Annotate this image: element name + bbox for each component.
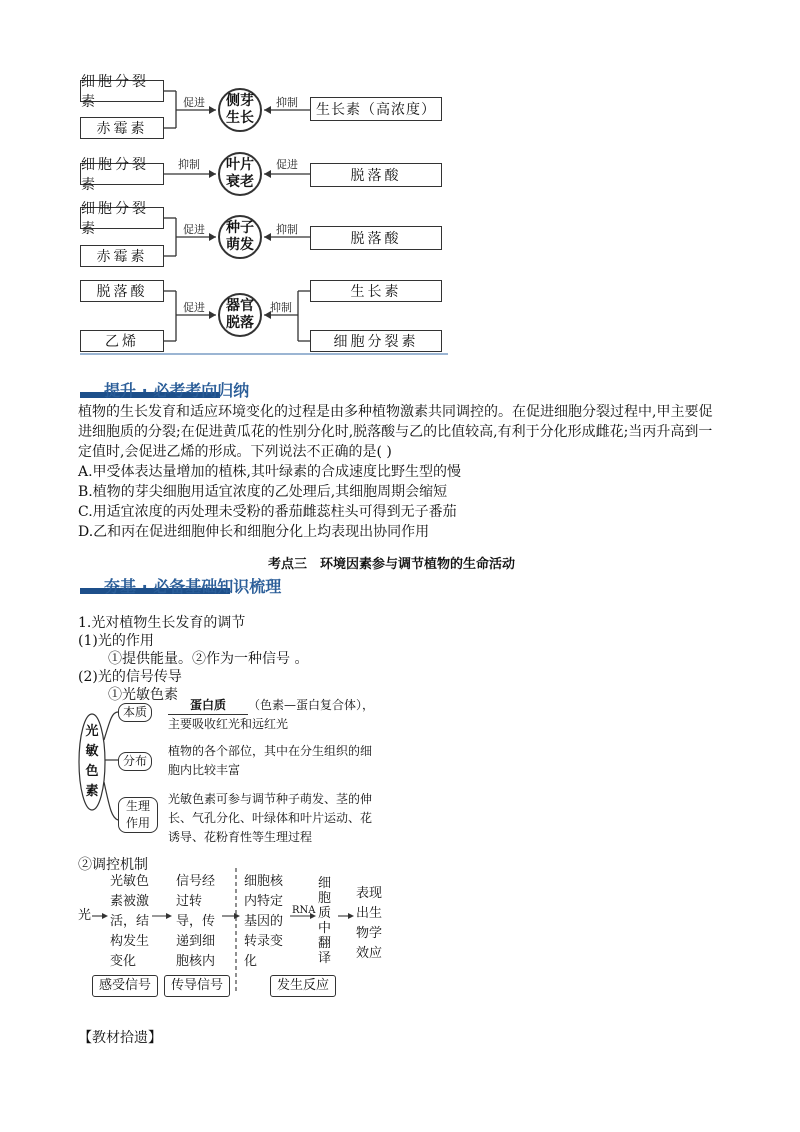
- signal-box: 感受信号: [92, 975, 158, 997]
- mechanism-step: 光敏色素被激活，结构发生变化: [110, 874, 150, 969]
- phytochrome-label: 分布: [118, 752, 152, 771]
- mechanism-title: ②调控机制: [78, 857, 148, 873]
- text-line: ①光敏色素: [108, 687, 178, 703]
- effect-label: 抑制: [178, 158, 200, 171]
- mechanism-step: 细胞质中翻译: [318, 876, 332, 966]
- phytochrome-text: 光敏色素可参与调节种子萌发、茎的伸: [168, 792, 373, 806]
- text-line: ①提供能量。②作为一种信号 。: [108, 651, 309, 667]
- hormone-box: 生长素: [310, 280, 442, 302]
- hormone-box: 生长素（高浓度）: [310, 97, 442, 121]
- phytochrome-label: 本质: [118, 703, 152, 722]
- hormone-box: 细胞分裂素: [80, 207, 164, 229]
- process-node: 叶片衰老: [218, 152, 262, 196]
- phytochrome-label: 生理作用: [118, 797, 158, 833]
- phytochrome-text: 主要吸收红光和远红光: [168, 717, 289, 731]
- effect-label: 促进: [183, 301, 205, 314]
- hormone-box: 赤霉素: [80, 245, 164, 267]
- signal-box: 传导信号: [164, 975, 230, 997]
- process-node: 器官脱落: [218, 293, 262, 337]
- section-heading: 考点三 环境因素参与调节植物的生命活动: [268, 557, 516, 572]
- phytochrome-text: 诱导、花粉育性等生理过程: [168, 830, 313, 844]
- hormone-box: 脱落酸: [80, 280, 164, 302]
- question-line: 进细胞质的分裂;在促进黄瓜花的性别分化时,脱落酸与乙的比值较高,有利于分化形成雌花;当丙升高到一: [78, 424, 713, 440]
- mechanism-step: 信号经过转导，传递到细胞核内: [176, 874, 216, 969]
- phytochrome-text-a: （色素—蛋白复合体），: [248, 698, 375, 712]
- option-d: D.乙和丙在促进细胞伸长和细胞分化上均表现出协同作用: [78, 524, 430, 540]
- option-b: B.植物的芽尖细胞用适宜浓度的乙处理后,其细胞周期会缩短: [78, 484, 448, 500]
- question-line: 植物的生长发育和适应环境变化的过程是由多种植物激素共同调控的。在促进细胞分裂过程中,甲主要促: [78, 404, 713, 420]
- question-line: 定值时,会促进乙烯的形成。下列说法不正确的是( ): [78, 444, 392, 460]
- option-a: A.甲受体表达量增加的植株,其叶绿素的合成速度比野生型的慢: [78, 464, 462, 480]
- mechanism-arrow-label: RNA: [292, 905, 316, 916]
- footer-note: 【教材拾遗】: [78, 1030, 162, 1046]
- hormone-box: 细胞分裂素: [310, 330, 442, 352]
- text-line: (2)光的信号传导: [78, 669, 182, 685]
- effect-label: 抑制: [276, 96, 298, 109]
- effect-label: 促进: [276, 158, 298, 171]
- hormone-box: 脱落酸: [310, 163, 442, 187]
- hormone-box: 脱落酸: [310, 226, 442, 250]
- underlined-answer: 蛋白质: [168, 697, 248, 715]
- phytochrome-text: 植物的各个部位，其中在分生组织的细: [168, 744, 373, 758]
- effect-label: 抑制: [276, 223, 298, 236]
- hormone-box: 细胞分裂素: [80, 80, 164, 102]
- signal-box: 发生反应: [270, 975, 336, 997]
- hormone-box: 乙烯: [80, 330, 164, 352]
- hormone-box: 细胞分裂素: [80, 163, 164, 185]
- banner-title: 夯基 · 必备基础知识梳理: [104, 577, 282, 596]
- mechanism-step: 细胞核内特定基因的转录变化: [244, 874, 284, 969]
- option-c: C.用适宜浓度的丙处理未受粉的番茄雌蕊柱头可得到无子番茄: [78, 504, 457, 520]
- process-node: 侧芽生长: [218, 88, 262, 132]
- phytochrome-text: 长、气孔分化、叶绿体和叶片运动、花: [168, 811, 373, 825]
- phytochrome-text: 胞内比较丰富: [168, 763, 241, 777]
- mechanism-start: 光: [78, 908, 92, 923]
- mechanism-step: 表现出生物学效应: [356, 886, 383, 961]
- effect-label: 抑制: [270, 301, 292, 314]
- effect-label: 促进: [183, 223, 205, 236]
- phytochrome-center: 光敏色素: [85, 724, 99, 799]
- text-line: 1.光对植物生长发育的调节: [78, 615, 246, 631]
- process-node: 种子萌发: [218, 215, 262, 259]
- hormone-box: 赤霉素: [80, 117, 164, 139]
- banner-title: 提升 · 必考考向归纳: [104, 381, 250, 400]
- effect-label: 促进: [183, 96, 205, 109]
- text-line: (1)光的作用: [78, 633, 154, 649]
